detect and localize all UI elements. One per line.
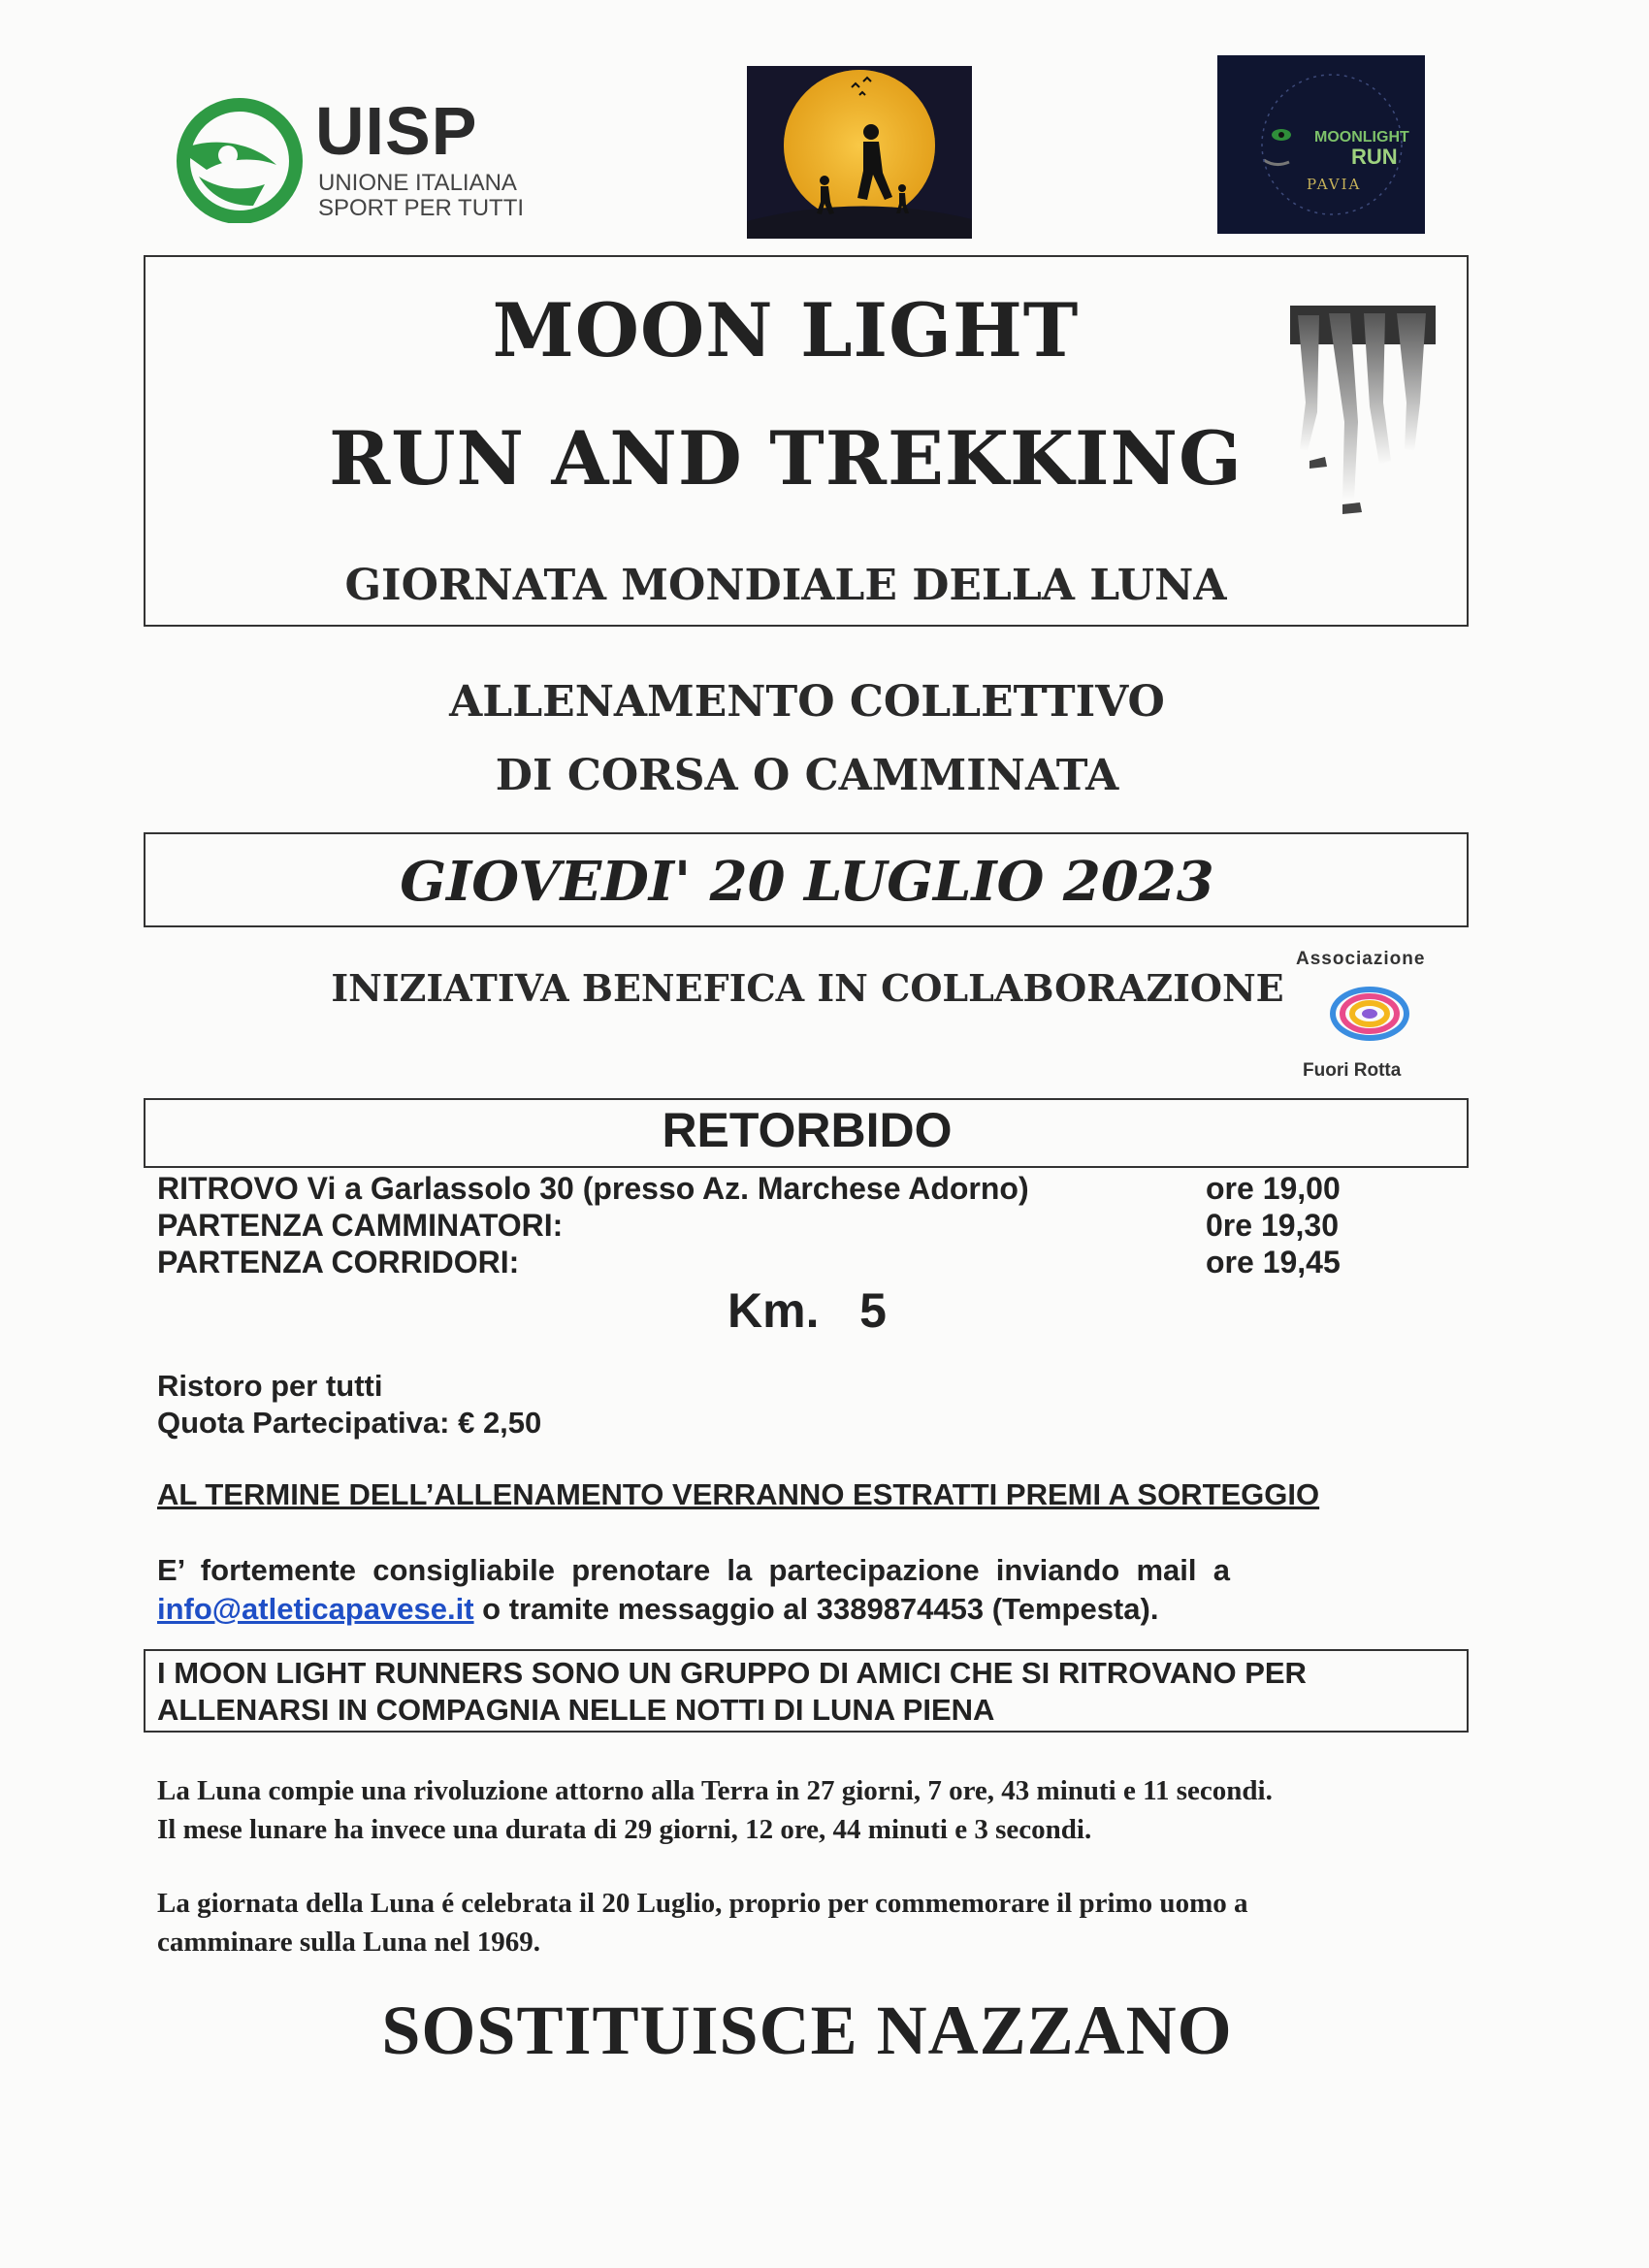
fact-p1-line1: La Luna compie una rivoluzione attorno alla Terra in 27 giorni, 7 ore, 43 minuti e 11 secondi. — [157, 1775, 1273, 1806]
schedule-label-meeting: RITROVO Vi a Garlassolo 30 (presso Az. Marchese Adorno) — [157, 1171, 1029, 1206]
association-label: Associazione — [1296, 949, 1426, 969]
schedule-label-walkers: PARTENZA CAMMINATORI: — [157, 1208, 564, 1243]
prize-draw-note: AL TERMINE DELL’ALLENAMENTO VERRANNO ESTRATTI PREMI A SORTEGGIO — [157, 1477, 1320, 1511]
moon-runners-photo — [747, 66, 972, 239]
schedule-time-walkers: 0re 19,30 — [1206, 1208, 1340, 1243]
uisp-title: UISP — [315, 93, 478, 169]
participation-fee: Quota Partecipativa: € 2,50 — [157, 1406, 542, 1440]
moonlight-run-pavia-logo — [1217, 55, 1425, 234]
footer-note: SOSTITUISCE NAZZANO — [381, 1992, 1233, 2069]
intro-line1: ALLENAMENTO COLLETTIVO — [449, 677, 1165, 727]
moonlight-logo-line2: RUN — [1351, 145, 1398, 169]
booking-line2-rest: o tramite messaggio al 3389874453 (Tempesta). — [473, 1592, 1159, 1626]
charity-text: INIZIATIVA BENEFICA IN COLLABORAZIONE — [331, 966, 1284, 1010]
fact-p2-line2: camminare sulla Luna nel 1969. — [157, 1927, 541, 1958]
association-name: Fuori Rotta — [1303, 1060, 1402, 1081]
fact-p1-line2: Il mese lunare ha invece una durata di 29 giorni, 12 ore, 44 minuti e 3 secondi. — [157, 1814, 1092, 1845]
uisp-logo — [160, 92, 529, 228]
moonlight-logo-line3: PAVIA — [1307, 176, 1362, 193]
schedule-time-runners: ore 19,45 — [1206, 1245, 1341, 1280]
moonlight-logo-line1: MOONLIGHT — [1314, 129, 1409, 146]
booking-line2 — [157, 1591, 1158, 1628]
fact-p2-line1: La giornata della Luna é celebrata il 20 Luglio, proprio per commemorare il primo uomo a — [157, 1888, 1248, 1919]
booking-line1: E’ fortemente consigliabile prenotare la partecipazione inviando mail a — [157, 1553, 1230, 1587]
group-line1: I MOON LIGHT RUNNERS SONO UN GRUPPO DI AMICI CHE SI RITROVANO PER — [157, 1656, 1307, 1690]
event-date: GIOVEDI' 20 LUGLIO 2023 — [400, 850, 1214, 914]
fuori-rotta-logo-icon — [1329, 986, 1410, 1042]
uisp-subtitle-line2: SPORT PER TUTTI — [318, 195, 525, 221]
intro-line2: DI CORSA O CAMMINATA — [495, 751, 1119, 800]
refreshment-note: Ristoro per tutti — [157, 1369, 383, 1403]
location-name: RETORBIDO — [662, 1103, 953, 1157]
title-line2: RUN AND TREKKING — [329, 415, 1243, 502]
distance: Km. 5 — [728, 1283, 887, 1338]
group-line2: ALLENARSI IN COMPAGNIA NELLE NOTTI DI LUNA PIENA — [157, 1693, 995, 1727]
email-link[interactable]: info@atleticapavese.it — [157, 1592, 474, 1626]
runners-photo — [1290, 306, 1436, 529]
schedule-time-meeting: ore 19,00 — [1206, 1171, 1341, 1206]
title-line1: MOON LIGHT — [492, 287, 1080, 373]
uisp-emblem-icon — [160, 97, 315, 223]
schedule-label-runners: PARTENZA CORRIDORI: — [157, 1245, 520, 1280]
uisp-subtitle-line1: UNIONE ITALIANA — [318, 170, 517, 196]
subtitle: GIORNATA MONDIALE DELLA LUNA — [344, 561, 1227, 610]
